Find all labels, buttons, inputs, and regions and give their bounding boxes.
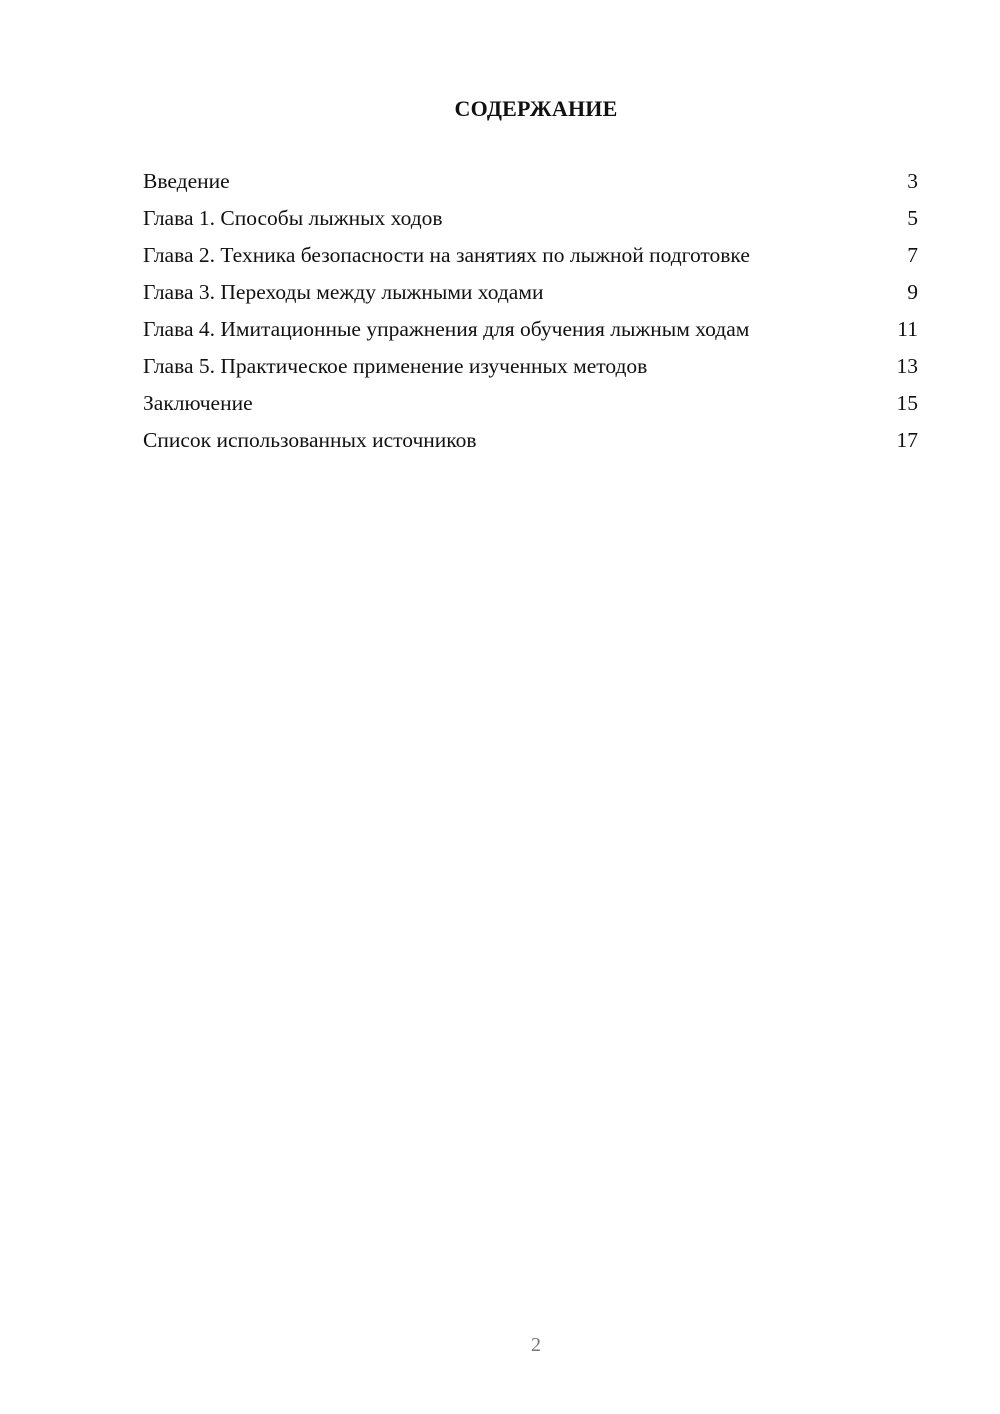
toc-entry-text: Введение (143, 169, 230, 193)
toc-entry-text: Глава 3. Переходы между лыжными ходами (143, 280, 544, 304)
toc-entry-page: 5 (907, 206, 918, 230)
page-number: 2 (531, 1334, 541, 1356)
toc-entry-page: 15 (896, 391, 918, 415)
toc-entry-page: 9 (907, 280, 918, 304)
toc-entry-page: 11 (897, 317, 918, 341)
toc-entry-text: Глава 1. Способы лыжных ходов (143, 206, 443, 230)
toc-entry-page: 17 (896, 428, 918, 452)
table-of-contents (143, 168, 918, 464)
toc-entry[interactable] (143, 390, 918, 417)
toc-entry[interactable] (143, 242, 918, 269)
toc-entry[interactable] (143, 353, 918, 380)
toc-entry-text: Глава 5. Практическое применение изученных методов (143, 354, 648, 378)
toc-entry-page: 7 (907, 243, 918, 267)
toc-entry[interactable] (143, 279, 918, 306)
toc-entry-text: Заключение (143, 391, 253, 415)
toc-entry[interactable] (143, 427, 918, 454)
toc-title: СОДЕРЖАНИЕ (454, 96, 618, 121)
toc-entry-text: Глава 2. Техника безопасности на занятиях по лыжной подготовке (143, 243, 750, 267)
toc-entry-text: Глава 4. Имитационные упражнения для обучения лыжным ходам (143, 317, 750, 341)
toc-entry-page: 13 (896, 354, 918, 378)
toc-entry-text: Список использованных источников (143, 428, 477, 452)
toc-entry[interactable] (143, 168, 918, 195)
toc-entry[interactable] (143, 316, 918, 343)
toc-entry-page: 3 (907, 169, 918, 193)
toc-entry[interactable] (143, 205, 918, 232)
